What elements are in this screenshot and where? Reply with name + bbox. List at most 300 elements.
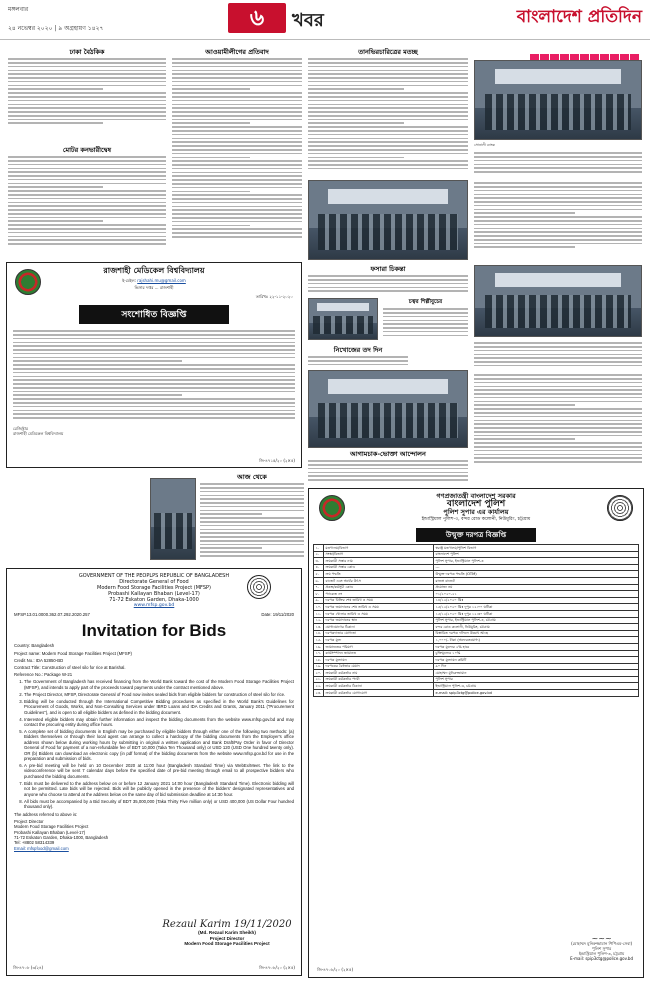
text-line bbox=[200, 483, 304, 485]
text-line bbox=[474, 423, 642, 425]
article-motorbike-head: মোটর কনভারীদ্বেষ bbox=[62, 146, 112, 154]
news-photo-6 bbox=[150, 478, 196, 560]
text-line bbox=[308, 104, 468, 106]
police-table-cell: দরপত্র মূল্যের ২% হারে bbox=[434, 643, 639, 650]
article-dhaka-head: ঢাকা বৈঠকিক bbox=[69, 48, 105, 56]
mfsp-item: 2. The Project Director, MFSP, Directorate General of Food now invites sealed bids from eligible bidders for construction of steel silo for rice. bbox=[24, 692, 294, 697]
police-table-cell: রাজস্ব বাজেট bbox=[434, 577, 639, 584]
text-line bbox=[308, 168, 468, 170]
text-line bbox=[172, 168, 302, 170]
text-line bbox=[308, 126, 468, 128]
text-line bbox=[172, 179, 302, 181]
text-line bbox=[200, 555, 304, 557]
mfsp-item: 5. A complete set of bidding documents in English may be purchased by eligible bidders through either one of the following two methods: (a) Bidders themselves or through their local agent can arrange to collect a hardcopy of the bidding documents from the Employer's office address shown below during working hours by submitting in original a written application and Bank Draft/Pay Order in favor of Director General of Food for payment of a non-refundable fee of BDT 10,000 (Taka Ten Thousand only) or USD 120 (USD One hundred twenty only). OR (b) Bidders can download an electronic copy (in pdf format) of the bidding documents from the website www.mfsp.gov.bd for use in the preparation and submission of bids. bbox=[24, 729, 294, 761]
text-line bbox=[308, 85, 468, 87]
police-table-row bbox=[314, 670, 639, 677]
text-line bbox=[308, 472, 468, 474]
text-line bbox=[308, 111, 468, 113]
text-line bbox=[474, 212, 575, 214]
text-line bbox=[474, 450, 642, 452]
police-table-row bbox=[314, 624, 639, 631]
text-line bbox=[172, 157, 250, 159]
text-line bbox=[172, 81, 302, 83]
text-line bbox=[308, 287, 468, 289]
article-chandpur bbox=[308, 265, 468, 293]
text-line bbox=[13, 383, 295, 385]
police-table-cell: ০১/২০২০-২১ bbox=[434, 591, 639, 598]
text-line bbox=[172, 206, 302, 208]
police-table-cell: ক্রয়কারী সত্তার কোড bbox=[324, 564, 434, 571]
police-table-row bbox=[314, 610, 639, 617]
text-line bbox=[308, 122, 404, 124]
police-table-row bbox=[314, 683, 639, 690]
police-table-cell: যোগাযোগের ঠিকানা bbox=[324, 624, 434, 631]
text-line bbox=[172, 119, 302, 121]
text-line bbox=[8, 104, 166, 106]
mfsp-item: 1. The Government of Bangladesh has received financing from the World Bank toward the cost of the Modern Food Storage Facilities Project (MFSP), and intends to apply part of the proceeds toward payments under the contract mentioned above. bbox=[24, 679, 294, 690]
photo-1-caption: সোনালী ব্যাংক bbox=[474, 143, 496, 147]
text-line bbox=[13, 364, 295, 366]
mfsp-contract: Contract Title: Construction of steel silo for rice at Barishal. bbox=[14, 665, 126, 671]
text-line bbox=[474, 446, 642, 448]
text-line bbox=[172, 213, 302, 215]
text-line bbox=[383, 308, 468, 310]
news-photo-2 bbox=[308, 180, 468, 260]
police-table-cell: ১৩. bbox=[314, 624, 324, 631]
text-line bbox=[8, 209, 166, 211]
text-line bbox=[383, 335, 468, 337]
police-logo-icon bbox=[607, 495, 633, 521]
police-table-cell: বাংলাদেশ পুলিশ bbox=[434, 551, 639, 558]
mfsp-address-line: 71-72 Eskaton Garden, Dhaka-1000, Bangladesh bbox=[14, 834, 109, 840]
police-table-cell: ১৭. bbox=[314, 650, 324, 657]
text-line bbox=[308, 479, 468, 481]
text-line bbox=[383, 320, 468, 322]
page-number: ৬ bbox=[228, 3, 286, 33]
text-line bbox=[13, 345, 295, 347]
mfsp-address1: Probashi Kallayan Bhaban (Level-17) bbox=[108, 591, 200, 597]
police-table-cell: দরপত্র জমাদানের স্থান bbox=[324, 617, 434, 624]
text-line bbox=[474, 457, 642, 459]
mfsp-signature: Rezaul Karim 19/11/2020 bbox=[162, 919, 292, 931]
text-line bbox=[308, 160, 468, 162]
text-line bbox=[200, 540, 304, 542]
text-line bbox=[8, 194, 166, 196]
text-line bbox=[172, 236, 302, 238]
police-table-row bbox=[314, 617, 639, 624]
text-line bbox=[8, 164, 166, 166]
text-line bbox=[474, 186, 642, 188]
text-line bbox=[474, 160, 642, 162]
text-line bbox=[200, 517, 304, 519]
mfsp-address-line: Project Director bbox=[14, 818, 44, 824]
text-line bbox=[8, 171, 166, 173]
text-line bbox=[474, 182, 642, 184]
text-line bbox=[474, 431, 642, 433]
text-line bbox=[474, 228, 642, 230]
police-table-cell: ১৬. bbox=[314, 643, 324, 650]
mfsp-items bbox=[14, 679, 294, 809]
text-line bbox=[200, 547, 262, 549]
mfsp-logo-icon bbox=[247, 575, 271, 599]
text-line bbox=[172, 104, 302, 106]
article-right-cont bbox=[474, 372, 642, 482]
text-line bbox=[8, 85, 166, 87]
rmu-university: রাজশাহী মেডিকেল বিশ্ববিদ্যালয় bbox=[103, 266, 205, 275]
text-line bbox=[474, 435, 642, 437]
text-line bbox=[474, 420, 642, 422]
text-line bbox=[8, 198, 166, 200]
text-line bbox=[172, 221, 302, 223]
police-signature-block: ~~~ (মোহাম্মদ মুনিরুজ্জামান পিপিএম-সেবা) পুলিশ সুপার ইন্ডাস্ট্রিয়াল পুলিশ-৩, চট্টগ্রাম E-mail: spip3ctg@police.gov.bd bbox=[570, 934, 633, 961]
police-table-cell: বাজেট এবং অর্থের উৎস bbox=[324, 577, 434, 584]
text-line bbox=[474, 454, 642, 456]
text-line bbox=[308, 141, 468, 143]
mfsp-address-heading: The address referred to above is: bbox=[14, 811, 78, 817]
text-line bbox=[200, 506, 304, 508]
text-line bbox=[13, 391, 295, 393]
police-tender-table bbox=[313, 544, 639, 697]
police-table-cell: ১৮. bbox=[314, 657, 324, 664]
text-line bbox=[8, 119, 166, 121]
text-line bbox=[8, 62, 166, 64]
mfsp-invitation bbox=[6, 568, 302, 976]
text-line bbox=[474, 190, 642, 192]
police-table-cell: ১৫/১২/২০২০ খ্রিঃ দুপুর ১২:০০ ঘটিকা bbox=[434, 604, 639, 611]
text-line bbox=[474, 361, 642, 363]
police-table-cell: ২১. bbox=[314, 676, 324, 683]
police-table-cell: মোহাম্মদ মুনিরুজ্জামান bbox=[434, 670, 639, 677]
article-aosomia bbox=[172, 48, 302, 258]
police-table-cell: দরপত্র খোলার তারিখ ও সময় bbox=[324, 610, 434, 617]
police-table-cell: ক্রয়কারী কর্মকর্তার ঠিকানা bbox=[324, 683, 434, 690]
text-line bbox=[172, 172, 302, 174]
police-table-cell: ১৪/১২/২০২০ খ্রিঃ bbox=[434, 597, 639, 604]
mfsp-url-link[interactable]: www.mfsp.gov.bd bbox=[133, 603, 175, 608]
mfsp-signer-title1: Project Director bbox=[209, 935, 245, 941]
text-line bbox=[474, 231, 642, 233]
news-photo-4 bbox=[308, 298, 378, 340]
text-line bbox=[13, 387, 295, 389]
text-line bbox=[200, 502, 304, 504]
mfsp-ref: MFSP.13.01.0000.362.07.292.2020.257 bbox=[14, 612, 90, 617]
text-line bbox=[172, 145, 302, 147]
text-line bbox=[200, 498, 304, 500]
police-table-cell: ১৫/১২/২০২০ খ্রিঃ দুপুর ১২:৩০ ঘটিকা bbox=[434, 610, 639, 617]
text-line bbox=[13, 368, 295, 370]
rmu-signature bbox=[7, 424, 301, 438]
police-table-cell: ক্রয়কারী কর্মকর্তার পদবী bbox=[324, 676, 434, 683]
text-line bbox=[172, 228, 302, 230]
police-table-row bbox=[314, 657, 639, 664]
text-line bbox=[8, 122, 103, 124]
text-line bbox=[308, 164, 468, 166]
text-line bbox=[172, 209, 302, 211]
article-aosomia-head: আওয়ামীলীগের প্রতিবাদ bbox=[205, 48, 269, 56]
text-line bbox=[474, 152, 642, 154]
mfsp-item: 4. Interested eligible bidders may obtain further information and inspect the bidding documents from the website www.mfsp.gov.bd and may contact the procuring entity during office hours. bbox=[24, 717, 294, 728]
text-line bbox=[474, 438, 575, 440]
text-line bbox=[474, 350, 642, 352]
text-line bbox=[172, 153, 302, 155]
text-line bbox=[474, 382, 642, 384]
police-table-cell: e-mail: spip3ctg@police.gov.bd bbox=[434, 690, 639, 697]
police-table-row bbox=[314, 545, 639, 552]
text-line bbox=[474, 216, 642, 218]
police-office: পুলিশ সুপার এর কার্যালয় bbox=[443, 508, 509, 516]
text-line bbox=[8, 205, 166, 207]
police-table-cell: ৬. bbox=[314, 577, 324, 584]
text-line bbox=[8, 243, 166, 245]
text-line bbox=[474, 401, 642, 403]
text-line bbox=[308, 88, 404, 90]
mfsp-country: Country: Bangladesh bbox=[14, 643, 55, 649]
text-line bbox=[474, 378, 642, 380]
text-line bbox=[172, 115, 302, 117]
police-sig-email[interactable]: E-mail: spip3ctg@police.gov.bd bbox=[570, 956, 633, 961]
text-line bbox=[308, 119, 468, 121]
text-line bbox=[474, 357, 642, 359]
text-line bbox=[13, 360, 182, 362]
brand-logo: বাংলাদেশ প্রতিদিন bbox=[516, 7, 642, 27]
mfsp-address-line: Tel: +8802 58314339 bbox=[14, 840, 55, 846]
police-table-cell: ৩. bbox=[314, 558, 324, 565]
mfsp-date: Date: 19/11/2020 bbox=[261, 612, 294, 617]
text-line bbox=[474, 412, 642, 414]
police-table-cell: ২২. bbox=[314, 683, 324, 690]
mfsp-address-block bbox=[14, 819, 294, 851]
text-line bbox=[200, 487, 304, 489]
text-line bbox=[308, 149, 468, 151]
text-line bbox=[8, 213, 166, 215]
text-line bbox=[474, 416, 642, 418]
text-line bbox=[200, 544, 304, 546]
text-line bbox=[383, 316, 468, 318]
mfsp-item: 3. Bidding will be conducted through the International Competitive Bidding procedures as specified in the World Bank's Guidelines for Procurement of Goods, Works, and Non-Consulting Services under IBRD Loans and IDA Credits and Grants, January 2011 ("Procurement Guidelines"), and is open to all eligible bidders as defined in the bidding document. bbox=[24, 699, 294, 715]
text-line bbox=[474, 246, 575, 248]
text-line bbox=[308, 107, 468, 109]
text-line bbox=[474, 346, 642, 348]
text-line bbox=[172, 232, 302, 234]
text-line bbox=[13, 353, 295, 355]
mfsp-address-line[interactable]: Email: mfspfood@gmail.com bbox=[14, 845, 69, 851]
police-table-cell: দরপত্রদাতার যোগ্যতা bbox=[324, 630, 434, 637]
text-line bbox=[8, 168, 166, 170]
police-table-cell: প্যাকেজ নং bbox=[324, 591, 434, 598]
text-line bbox=[8, 175, 166, 177]
text-line bbox=[8, 236, 166, 238]
police-table-row bbox=[314, 690, 639, 697]
police-table-cell: ১,০০০/- টাকা (অফেরতযোগ্য) bbox=[434, 637, 639, 644]
text-line bbox=[172, 111, 302, 113]
text-line bbox=[13, 402, 295, 404]
mfsp-address-line: Modern Food Storage Facilities Project bbox=[14, 824, 89, 830]
mfsp-signer-name: (Md. Rezaul Karim Sheikh) bbox=[198, 930, 256, 936]
mfsp-reference: Reference No.: Package W-21 bbox=[14, 672, 73, 678]
police-table-cell: মন্ত্রণালয়/বিভাগ bbox=[324, 545, 434, 552]
police-table-cell: প্রকল্প/কর্মসূচী কোড bbox=[324, 584, 434, 591]
text-line bbox=[172, 138, 302, 140]
police-table-cell: উন্মুক্ত দরপত্র পদ্ধতি (OTM) bbox=[434, 571, 639, 578]
text-line bbox=[13, 394, 182, 396]
text-line bbox=[8, 179, 166, 181]
photo-1-caption-text bbox=[474, 150, 642, 174]
text-line bbox=[308, 275, 468, 277]
text-line bbox=[383, 327, 468, 329]
text-line bbox=[474, 239, 642, 241]
text-line bbox=[474, 389, 642, 391]
text-line bbox=[200, 536, 304, 538]
police-table-cell: ২৩. bbox=[314, 690, 324, 697]
text-line bbox=[172, 164, 302, 166]
text-line bbox=[200, 513, 262, 515]
rmu-sig-name: রেজিস্ট্রার bbox=[13, 426, 28, 431]
text-line bbox=[200, 491, 304, 493]
text-line bbox=[172, 100, 302, 102]
text-line bbox=[474, 442, 642, 444]
police-table-row bbox=[314, 558, 639, 565]
article-chandpur-head: ফসারা চিকন্তা bbox=[370, 265, 406, 273]
police-table-cell: দরপত্র মূল্য bbox=[324, 637, 434, 644]
text-line bbox=[172, 58, 302, 60]
text-line bbox=[8, 66, 166, 68]
mfsp-address2: 71-72 Eskaton Garden, Dhaka-1000 bbox=[109, 597, 199, 603]
text-line bbox=[200, 510, 304, 512]
article-nikhoj bbox=[308, 346, 408, 366]
police-table-row bbox=[314, 604, 639, 611]
text-line bbox=[13, 372, 295, 374]
text-line bbox=[8, 96, 166, 98]
text-line bbox=[474, 397, 642, 399]
text-line bbox=[308, 360, 408, 362]
rmu-sig-org: রাজশাহী মেডিকেল বিশ্ববিদ্যালয় bbox=[13, 431, 64, 436]
text-line bbox=[8, 190, 166, 192]
police-table-cell: ১৫. bbox=[314, 637, 324, 644]
police-table-cell: বিস্তারিত দরপত্র দলিলে উল্লেখ আছে bbox=[434, 630, 639, 637]
text-line bbox=[308, 96, 468, 98]
police-table-cell: ১৪. bbox=[314, 630, 324, 637]
text-line bbox=[172, 77, 302, 79]
text-line bbox=[200, 532, 304, 534]
text-line bbox=[308, 62, 468, 64]
text-line bbox=[474, 342, 642, 344]
mfsp-footer-right: জি-৪৭০৮/২০ (২×৫) bbox=[258, 965, 295, 970]
text-line bbox=[172, 88, 250, 90]
text-line bbox=[13, 417, 295, 419]
text-line bbox=[172, 122, 250, 124]
text-line bbox=[200, 521, 304, 523]
police-table-cell: দরপত্রের বৈধতার মেয়াদ bbox=[324, 663, 434, 670]
police-table-cell: ইন্ডাস্ট্রিয়াল পুলিশ-৩, চট্টগ্রাম bbox=[434, 683, 639, 690]
police-sig-title: পুলিশ সুপার bbox=[591, 946, 612, 951]
rmu-email-link[interactable]: rajshahi.mu@gmail.com bbox=[137, 278, 186, 283]
police-table-cell: কার্যসম্পাদন জামানত bbox=[324, 650, 434, 657]
text-line bbox=[13, 406, 295, 408]
text-line bbox=[474, 235, 642, 237]
bd-govt-emblem-icon bbox=[319, 495, 345, 521]
text-line bbox=[474, 167, 642, 169]
text-line bbox=[308, 279, 468, 281]
rmu-banner: সংশোধিত বিজ্ঞপ্তি bbox=[79, 305, 229, 324]
police-table-cell: ৮. bbox=[314, 591, 324, 598]
text-line bbox=[172, 134, 302, 136]
text-line bbox=[474, 224, 642, 226]
text-line bbox=[13, 379, 295, 381]
article-agami-head: আগামচাক-ভোক্তা আন্দোলন bbox=[350, 450, 426, 458]
text-line bbox=[172, 92, 302, 94]
text-line bbox=[8, 92, 166, 94]
text-line bbox=[308, 364, 408, 366]
text-line bbox=[172, 85, 302, 87]
text-line bbox=[474, 404, 575, 406]
text-line bbox=[308, 73, 468, 75]
police-table-cell: সংস্থা/বিভাগ bbox=[324, 551, 434, 558]
text-line bbox=[8, 88, 103, 90]
police-table-cell: ১. bbox=[314, 545, 324, 552]
text-line bbox=[200, 551, 304, 553]
police-table-cell: দরপত্র মূল্যায়ন bbox=[324, 657, 434, 664]
mfsp-signer-title2: Modern Food Storage Facilities Project bbox=[184, 941, 270, 947]
article-tanbir-cont bbox=[474, 180, 642, 260]
mfsp-credit: Credit No.: IDA 52850-BD bbox=[14, 657, 64, 663]
police-table-cell: বন্দর রোড কলোনী, নিউমুরিং, চট্টগ্রাম bbox=[434, 624, 639, 631]
police-table-row bbox=[314, 630, 639, 637]
text-line bbox=[474, 201, 642, 203]
article-silpi bbox=[383, 298, 468, 340]
text-line bbox=[8, 220, 103, 222]
text-line bbox=[8, 73, 166, 75]
text-line bbox=[474, 156, 642, 158]
text-line bbox=[172, 73, 302, 75]
mfsp-item: 7. Bids must be delivered to the address below on or before 12 January 2021 14:00 hour (Bangladesh Standard Time). Electronic bidding will not be permitted. Late bids will be rejected. Bids will be publicly opened in the presence of the bidders' designated representatives and anyone who choose to attend at the address below on the same day of bid submission deadline at 14:30 hour. bbox=[24, 781, 294, 797]
text-line bbox=[172, 70, 302, 72]
text-line bbox=[172, 66, 302, 68]
police-table-row bbox=[314, 650, 639, 657]
text-line bbox=[308, 464, 468, 466]
text-line bbox=[200, 529, 304, 531]
text-line bbox=[308, 157, 404, 159]
mfsp-project: Modern Food Storage Facilities Project (MFSP) bbox=[97, 585, 211, 591]
article-aaj bbox=[200, 473, 304, 563]
text-line bbox=[474, 164, 642, 166]
text-line bbox=[13, 334, 295, 336]
police-table-cell: দরপত্র বিক্রির শেষ তারিখ ও সময় bbox=[324, 597, 434, 604]
text-line bbox=[200, 495, 304, 497]
mfsp-directorate: Directorate General of Food bbox=[119, 579, 189, 585]
text-line bbox=[13, 342, 295, 344]
police-govt: গণপ্রজাতন্ত্রী বাংলাদেশ সরকার bbox=[436, 492, 516, 500]
rmu-office: ভিসার দপ্তর ... রাজশাহী bbox=[134, 285, 174, 290]
text-line bbox=[8, 58, 166, 60]
police-table-cell: ৫. bbox=[314, 571, 324, 578]
text-line bbox=[13, 330, 295, 332]
mfsp-signature-block bbox=[157, 919, 297, 947]
police-table-cell: পুলিশ সুপার, ইন্ডাস্ট্রিয়াল পুলিশ-৩ bbox=[434, 558, 639, 565]
text-line bbox=[8, 156, 166, 158]
text-line bbox=[172, 130, 302, 132]
text-line bbox=[474, 393, 642, 395]
police-table-cell: পুলিশ সুপার, ইন্ডাস্ট্রিয়াল পুলিশ-৩, চট্টগ্রাম bbox=[434, 617, 639, 624]
text-line bbox=[308, 468, 468, 470]
text-line bbox=[13, 338, 295, 340]
police-table-cell: দরপত্র জমাদানের শেষ তারিখ ও সময় bbox=[324, 604, 434, 611]
text-line bbox=[474, 354, 642, 356]
text-line bbox=[308, 70, 468, 72]
article-motorbike bbox=[8, 146, 166, 256]
police-table-cell: পুলিশ সুপার bbox=[434, 676, 639, 683]
text-line bbox=[8, 115, 166, 117]
article-tanbir-head: তানভিরচারিত্রের মতচ্ছ bbox=[358, 48, 418, 56]
